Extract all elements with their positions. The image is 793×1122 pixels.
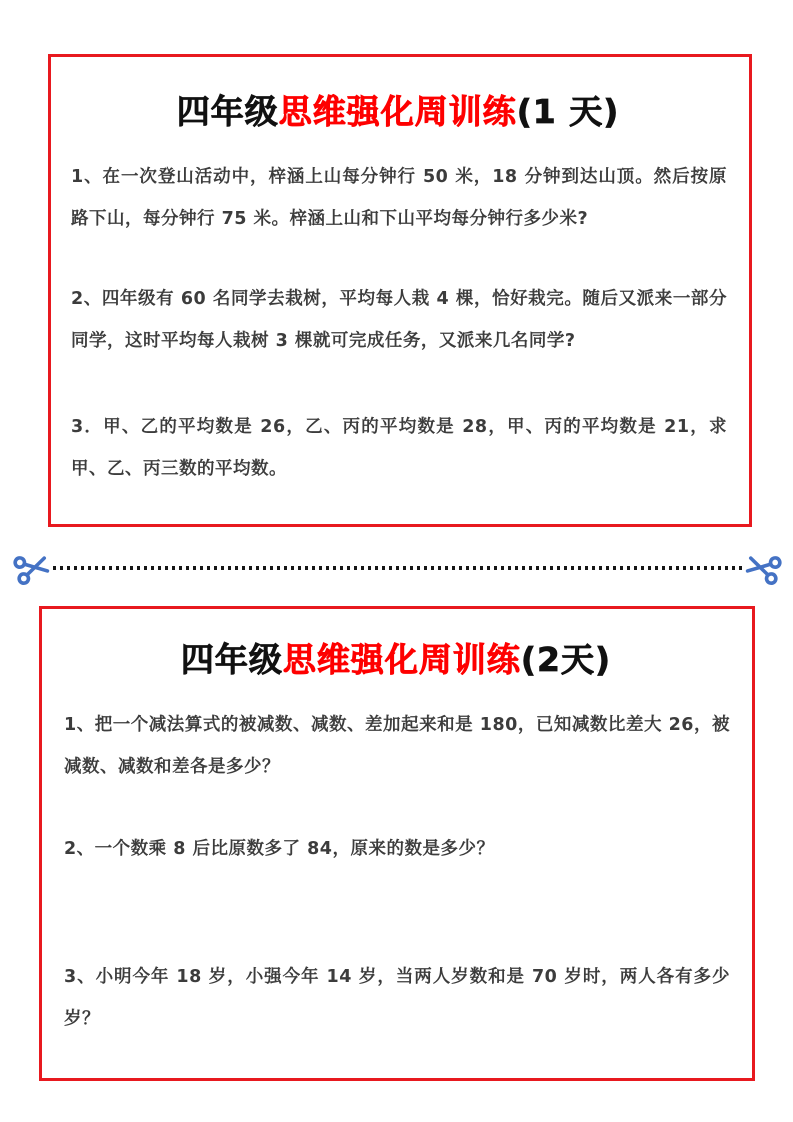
problem-3-day1: 3．甲、乙的平均数是 26，乙、丙的平均数是 28，甲、丙的平均数是 21，求甲、乙、丙三数的平均数。 bbox=[71, 417, 727, 480]
problem-2-day2: 2、一个数乘 8 后比原数多了 84，原来的数是多少？ bbox=[64, 839, 495, 860]
problem-1-day2: 1、把一个减法算式的被减数、减数、差加起来和是 180，已知减数比差大 26，被减数、减数和差各是多少？ bbox=[64, 715, 730, 778]
scissors-left-icon bbox=[10, 546, 54, 590]
problem-2-day1: 2、四年级有 60 名同学去栽树，平均每人栽 4 棵，恰好栽完。随后又派来一部分同学，这时平均每人栽树 3 棵就可完成任务，又派来几名同学? bbox=[71, 289, 727, 352]
problem-1-day1: 1、在一次登山活动中，梓涵上山每分钟行 50 米，18 分钟到达山顶。然后按原路下山，每分钟行 75 米。梓涵上山和下山平均每分钟行多少米? bbox=[71, 167, 727, 230]
title-grade-prefix: 四年级 bbox=[180, 640, 283, 679]
dotted-cut-line bbox=[53, 566, 742, 570]
problem-3-day2: 3、小明今年 18 岁，小强今年 14 岁，当两人岁数和是 70 岁时，两人各有多少岁？ bbox=[64, 967, 730, 1030]
worksheet-title-day1 bbox=[67, 91, 729, 132]
title-grade-prefix: 四年级 bbox=[176, 92, 279, 131]
scissors-right-icon bbox=[741, 546, 785, 590]
title-day-suffix: (2天) bbox=[520, 640, 612, 679]
problem-list-day1 bbox=[67, 156, 729, 490]
title-highlight: 思维强化周训练 bbox=[278, 92, 517, 131]
title-highlight: 思维强化周训练 bbox=[282, 640, 521, 679]
cut-line-divider bbox=[14, 549, 781, 587]
worksheet-card-day2 bbox=[39, 606, 755, 1081]
problem-list-day2 bbox=[60, 704, 732, 1040]
worksheet-title-day2 bbox=[60, 639, 732, 680]
title-day-suffix: (1 天) bbox=[516, 92, 620, 131]
worksheet-card-day1 bbox=[48, 54, 752, 527]
